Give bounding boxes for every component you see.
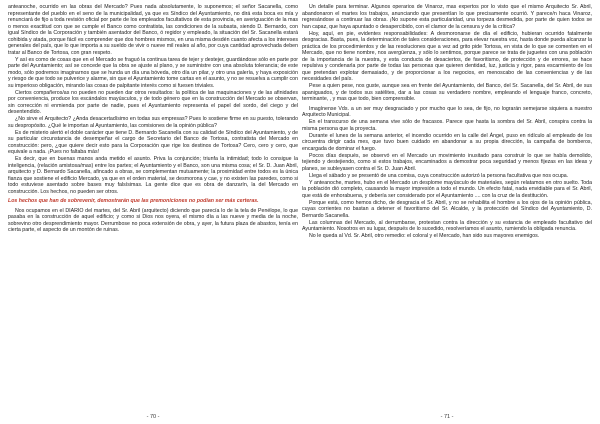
highlighted-heading: Los hechos que han de sobrevenir, demostrarán que las premoniciones no podían ser más certeras. [8, 198, 259, 204]
right-page-text [302, 4, 592, 240]
paragraph: En el transcurso de una semana vive sólo de fracasos. Parece que hasta la sombra del Sr. Abril, conspira contra la misma persona que la proyecta. [302, 119, 592, 132]
paragraph: Las columnas del Mercado, al derrumbarse, protestan contra la dirección y su estancia de empleado facultativo del Ayuntamiento. Nosotros en su lugar, después de lo sucedido, resolveríamos el asunto, rumiendo la obligada renuncia. [302, 219, 592, 232]
paragraph: Nos ocupamos en el DIARIO del martes, del Sr. Abril (arquitecto) diciendo que parecía lo de la tela de Penélope, lo que pasaba en la construcción de aquel edificio; y como si Dios nos oyera, el mismo día a las nueve y media de la noche, sobrevino otro desprendimiento mayor. Derrumbose no poca extensión de obra, y ayer, la futura plaza de abastos, tenía en cierta parte, el aspecto de un montón de ruinas. [8, 207, 298, 233]
paragraph: Imagínense Vds. a un ser muy desgraciado y por mucho que lo sea, de fijo, no lograrán semejarse siquiera a nuestro Arquitecto Municipal. [302, 105, 592, 118]
paragraph: Es decir, que en buenas manos anda metido el asunto. Priva la conjunción; triunfa la intimidad; todo lo consigue la inteligencia, (relación amistosa/mas) entre los partes; el Ayuntamiento y el Banco, son una misma cosa; el Sr. D. Juan Abril, arquitecto y D. Bernardo Sacanella, afincado a obras, se complementan mutuamente; la proximidad entre todos es la única fianza que sostiene el edificio Mercado, ya que en el orden material, se desmorona y cae, y no existen las paredes, como si todo estuviese asentado sobre bases muy falsísimas. La gente dice que es obra de danzarín, la del Mercado en construcción. Los hechos, no pueden ser otros. [8, 156, 298, 195]
left-page-text [8, 4, 298, 234]
paragraph: Hoy, aquí, en pie, evidentes responsabilidades: A desmoronarse de día el edificio, hubieran ocurrido fatalmente desgracias. Basta, pues, la determinación de tales consideraciones, para elevar nuestra voz, hasta donde pueda alcanzar la práctica de los procedimientos y de las resoluciones que a vez ad grito pide Tortosa, en vista de lo que se comenten en el Mercado, que no tiene nombre, nos avergüenza, y sólo lo sentimos, porque parece se trata de juguetes con una población de la importancia de la nuestra, y esta conducta de desaciertos, de favoritismo, de protección y de errores, se hace repulsiva y condenarla por parte de todas las personas que quieren dentidad, luz, justicia y rigor, para escarmiento de los que pretendan explotar demasiado, y de proporcionar a los negocios, en menoscabo de las conveniencias y de las necesidades del país. [302, 30, 592, 82]
paragraph: Ciertos compañeros/as no pueden no pueden dar otros resultados: la política de las maquinaciones y de las afinidades por conveniencia, produce los escándalos mayúsculos, y de todo género que en la construcción del Mercado se observan, sin corrección ni enmienda por parte de nadie, pues el Ayuntamiento representa el papel del sordo, del ciego y del desentendido. [8, 89, 298, 115]
paragraph: Un detalle para terminar. Algunos operarios de Vinaroz, mas expertos por lo visto que el mismo Arquitecto Sr. Abril, abandonaron el martes los trabajos, anunciando que presentían lo que precisamente ocurrió. Y parece/n haca Vinaroz, regresándose a continuar las obras. ¡No supone esta particularidad, una torpeza desmedida, por parte de quien todos se han capaz, que haya apuntado o desapercibido, con el clamor de la censura y de la crítica? [302, 4, 592, 30]
page-number: - 70 - [146, 414, 160, 420]
paragraph: Y así es como de cosas que en el Mercado se fraguó la continua tarea de tejer y destejer, guardándose sólo en parte por parte del Ayuntamiento; así se concede que la obra se ajuste al plano, y se suministre con una absoluta tolerancia; de este modo, sólo podremos imaginarnos que se hunda un día una bóveda, otro día un pilar, y otro una galería, y haya exposición y riesgo de que todo se pulverice y alarme, sin que el Ayuntamiento tome cartas en el asunto, y no se resuelva a cumplir con su imperioso obligación, mirando las cosas de palpitante interés como si fuesen triviales. [8, 56, 298, 89]
paragraph: No le queda al Vd. Sr. Abril, otro remedio: el coloral y el Mercado, han sido sus mayores enemigos. [309, 233, 540, 239]
left-page [8, 4, 298, 420]
paragraph: Pese a quien pese, nos guste, aunque sea en frente del Ayuntamiento, del Banco, del Sr. Sacanella, del Sr. Abril, de sus apaniguados, y de todos sus satélites, dar a las cosas su verdadero nombre, empleando el lenguaje franco, concreto, terminante, , y mas que todo, bien comprensible. [302, 83, 592, 102]
paragraph: Pocos días después, se observó en el Mercado un movimiento inusitado para construir lo que se había demolido, tejiendo y destejiendo, como si estos trabajos, encaminados a demostrar poca seguridad y menos fijezas en las ideas y planes, se subleyasen contra el Sr. D. Juan Abril. [302, 152, 592, 172]
paragraph: Porque está, como hemos dicho, de desgracia el Sr. Abril, y no se rehabilita el hombre a los ojos de la opinión pública, cuyas corrientes no bastan a detener el favoritismo del Sr. Alcalde, y la protección del Síndico del Ayuntamiento, D. Bernardo Sacanella. [302, 199, 592, 219]
page-number: - 71 - [440, 414, 454, 420]
paragraph: ¿No sirve el Arquitecto? ¿Anda desacertadísimo en todas sus empresas? Pues lo sostiene firme en su puesto, tolerando su despropósito. ¿Qué le importan al Ayuntamiento, las comisiones de la opinión pública? [8, 116, 298, 129]
paragraph: anteanoche, ocurrido en las obras del Mercado? Pues nada absolutamente, lo suponemos; el señor Sacanella, como representante del pueblo en el seno de la municipalidad, ya que es Síndico del Ayuntamiento, no dirá esta boca es mía y renunciará de fijo a toda revisión oficial por parte de los empleados facultativos de esta provincia, en averiguación de la mas o menos exactitud con que se cumple el Banco como contratista, las condiciones de la subasta, siendo D. Bernardo, con igual Síndico de la Corporación y también asentador del Banco, ó regidor y empleado, la situación del Sr. Sacanella estará cohibida y atada, porque fácil es comprender que dos hombres mismos, en una misma desdén cuanto afecta a los intereses generales del país, que lo que importa a su sueldo de vivir o nueve mil reales al año, por cuya cantidad aprovechada deben tratar al Banco de Tortosa, con gran respeto. [8, 4, 298, 56]
paragraph: Llega el sábado y se presentó de una comisa, cuya construcción autorizó la persona facultativa que nos ocupa. [309, 172, 569, 179]
right-page [302, 4, 592, 420]
paragraph: Y anteanoche, martes, hubo en el Mercado un desplome mayúsculo de materiales, según relatamos en otro suelto. Toda la población dió completo, causando la mayor impresión a todo el mundo. Un efecto fatal, nada envidiable para el Sr. Abril, que está de enhorabuena, y debería ser considerado por el Ayuntamiento .... con la cruz de la destitución. [302, 179, 592, 199]
paragraph: Durante el lunes de la semana anterior, el incendio ocurrido en la calle del Ángel, puso en ridículo al empleado de los circuentra dirigir cada mes, que tuvo buen cuidado en abandonar a su propia dirección, la campaña de bomberos, encargada de dominar el fuego. [302, 132, 592, 152]
paragraph: Es de misterio alertó el doble carácter que tiene D. Bernardo Sacanella con su calidad de Síndico del Ayuntamiento, y de su particular circunstancia de desempeñar el cargo de Secretario del Banco de Tortosa, contratista del Mercado en construcción: pero, ¿que quiere decir esto para la Corporación que rige los destinos de Tortosa? Cero, cero y cero, que equivale a nada. ¡Pues no faltaba más! [8, 129, 298, 155]
